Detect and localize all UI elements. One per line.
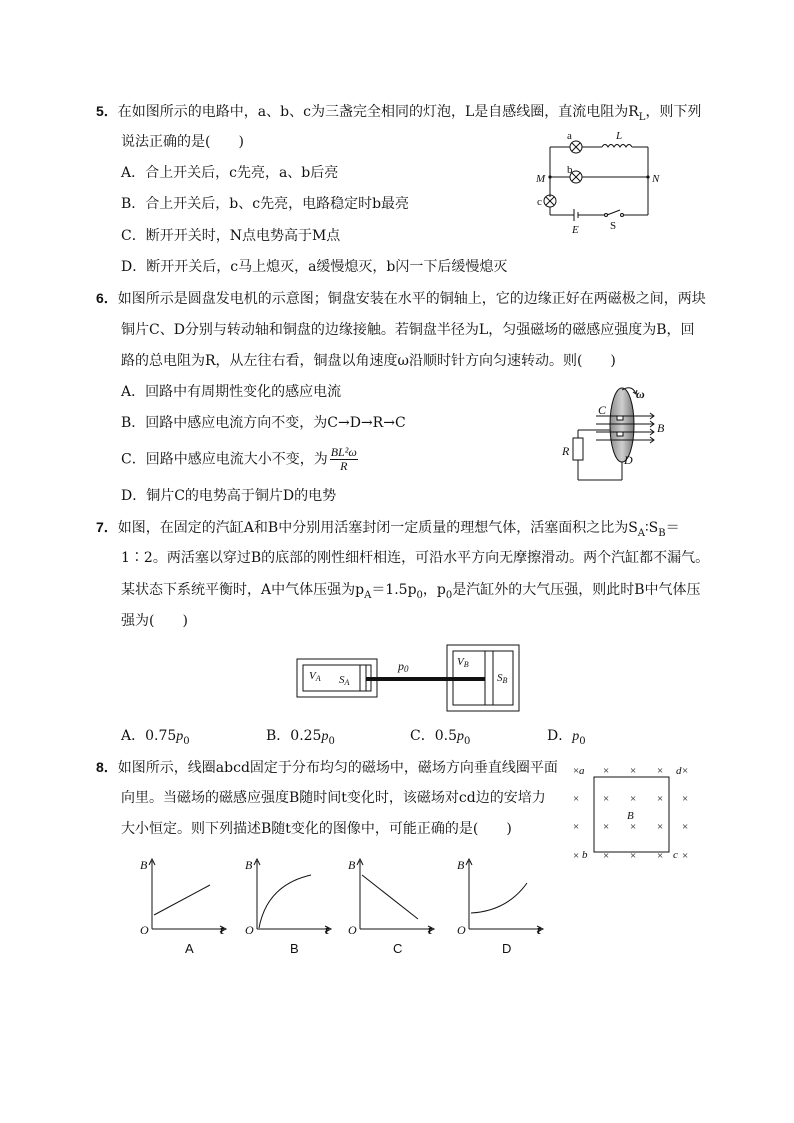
q8-graph-label-c: C bbox=[393, 941, 403, 956]
origin-label: O bbox=[457, 923, 466, 935]
q8-graph-label-a: A bbox=[185, 941, 194, 956]
field-cross-mark: × bbox=[682, 793, 689, 805]
field-cross-mark: × bbox=[603, 793, 610, 805]
field-cross-mark: × bbox=[603, 821, 610, 833]
q5-option-b: B．合上开关后，b、c先亮，电路稳定时b最亮 bbox=[121, 196, 410, 212]
q6-option-b: B．回路中感应电流方向不变，为C→D→R→C bbox=[121, 415, 406, 431]
q6-line-2: 铜片C、D分别与转动轴和铜盘的边缘接触。若铜盘半径为L，匀强磁场的磁感应强度为B，回 bbox=[121, 322, 695, 338]
q6-line-1: 6．如图所示是圆盘发电机的示意图；铜盘安装在水平的铜轴上，它的边缘正好在两磁极之间，两块 bbox=[96, 290, 706, 307]
q6-label-omega: ω bbox=[636, 387, 645, 401]
q6-option-a: A．回路中有周期性变化的感应电流 bbox=[121, 384, 342, 400]
x-axis-label: t bbox=[537, 922, 541, 935]
q8-line-3: 大小恒定。则下列描述B随t变化的图像中，可能正确的是( ) bbox=[121, 821, 512, 837]
q8-label-c: c bbox=[673, 849, 678, 861]
q7-line-4: 强为( ) bbox=[121, 613, 188, 629]
q7-number: 7． bbox=[96, 519, 118, 535]
q7-label-p0: p0 bbox=[398, 659, 409, 674]
q5-label-L: L bbox=[616, 130, 623, 142]
q6-label-C: C bbox=[598, 403, 607, 417]
field-cross-mark: × bbox=[682, 821, 689, 833]
q6-option-c: C．回路中感应电流大小不变，为 $\frac{\text{BL²ω}}{R}$ bbox=[121, 445, 357, 473]
q8-line-1: 8．如图所示，线圈abcd固定于分布均匀的磁场中，磁场方向垂直线圈平面 bbox=[96, 759, 558, 776]
q7-label-SB: SB bbox=[497, 672, 508, 685]
q7-cylinder-diagram bbox=[295, 643, 525, 715]
q7-line-1: 7．如图，在固定的汽缸A和B中分别用活塞封闭一定质量的理想气体，活塞面积之比为$S_A∶S_B=$ bbox=[96, 519, 680, 539]
q5-label-M: M bbox=[536, 173, 546, 185]
q7-option-b: B．$0.25p_0$ bbox=[266, 728, 335, 747]
q7-line-2: 1∶2。两活塞以穿过B的底部的刚性细杆相连，可沿水平方向无摩擦滑动。两个汽缸都不漏气。 bbox=[121, 550, 710, 566]
x-axis-label: t bbox=[325, 922, 329, 935]
q8-graph-d bbox=[457, 855, 547, 935]
q8-label-b: b bbox=[582, 849, 588, 861]
q8-label-d: d bbox=[676, 765, 682, 777]
origin-label: O bbox=[140, 923, 149, 935]
q7-label-SA: SA bbox=[339, 674, 350, 687]
q8-number: 8． bbox=[96, 759, 118, 775]
origin-label: O bbox=[245, 923, 254, 935]
q5-label-b: b bbox=[567, 164, 573, 176]
y-axis-label: B bbox=[245, 858, 253, 872]
b-t-curve bbox=[471, 883, 527, 913]
q5-option-a: A．合上开关后，c先亮，a、b后亮 bbox=[121, 165, 339, 181]
q8-graph-label-b: B bbox=[290, 941, 299, 956]
x-axis-label: t bbox=[220, 922, 224, 935]
field-cross-mark: × bbox=[657, 765, 664, 777]
b-t-curve bbox=[154, 885, 210, 915]
field-cross-mark: × bbox=[573, 765, 580, 777]
x-axis-label: t bbox=[428, 922, 432, 935]
y-axis-label: B bbox=[348, 858, 356, 872]
field-cross-mark: × bbox=[573, 821, 580, 833]
field-cross-mark: × bbox=[657, 821, 664, 833]
q8-graph-a bbox=[140, 855, 230, 935]
b-t-curve bbox=[362, 875, 418, 919]
field-cross-mark: × bbox=[573, 850, 580, 862]
origin-label: O bbox=[348, 923, 357, 935]
b-t-curve bbox=[259, 875, 311, 928]
q7-label-VB: VB bbox=[457, 656, 469, 669]
q8-label-a: a bbox=[579, 765, 585, 777]
y-axis-label: B bbox=[457, 858, 465, 872]
field-cross-mark: × bbox=[573, 793, 580, 805]
q6-label-D: D bbox=[624, 453, 633, 467]
q7-option-c: C．$0.5p_0$ bbox=[410, 728, 471, 747]
q6-label-R: R bbox=[562, 444, 570, 458]
q6-disc-generator-diagram bbox=[556, 380, 676, 490]
field-cross-mark: × bbox=[682, 850, 689, 862]
q5-line-1: 5．在如图所示的电路中，a、b、c为三盏完全相同的灯泡，L是自感线圈，直流电阻为$R_L$，则下列 bbox=[96, 103, 702, 123]
q7-line-3: 某状态下系统平衡时，A中气体压强为$p_A=1.5p_0$，$p_0$是汽缸外的大气压强，则此时B中气体压 bbox=[121, 582, 701, 601]
q5-label-c: c bbox=[537, 196, 542, 208]
q6-line-3: 路的总电阻为R，从左往右看，铜盘以角速度ω沿顺时针方向匀速转动。则( ) bbox=[121, 353, 616, 369]
q6-label-B: B bbox=[657, 421, 665, 435]
q5-label-N: N bbox=[652, 173, 660, 185]
q5-line-2: 说法正确的是( ) bbox=[121, 134, 244, 150]
field-cross-mark: × bbox=[630, 821, 637, 833]
field-cross-mark: × bbox=[682, 765, 689, 777]
field-cross-mark: × bbox=[657, 793, 664, 805]
q6-option-d: D．铜片C的电势高于铜片D的电势 bbox=[121, 488, 337, 504]
q7-option-d: D．$p_0$ bbox=[547, 728, 586, 747]
q8-coil-diagram bbox=[565, 760, 695, 865]
q5-label-a: a bbox=[567, 130, 572, 142]
field-cross-mark: × bbox=[630, 793, 637, 805]
q8-graph-b bbox=[245, 855, 335, 935]
q5-option-d: D．断开开关后，c马上熄灭，a缓慢熄灭，b闪一下后缓慢熄灭 bbox=[121, 259, 508, 275]
q7-option-a: A．$0.75p_0$ bbox=[121, 728, 190, 747]
field-cross-mark: × bbox=[630, 850, 637, 862]
q5-label-E: E bbox=[572, 224, 579, 235]
field-cross-mark: × bbox=[657, 850, 664, 862]
field-cross-mark: × bbox=[603, 850, 610, 862]
q5-label-S: S bbox=[610, 220, 617, 232]
q8-label-B: B bbox=[627, 810, 634, 822]
q5-option-c: C．断开开关时，N点电势高于M点 bbox=[121, 228, 341, 244]
q8-graph-label-d: D bbox=[502, 941, 512, 956]
q5-circuit-diagram bbox=[530, 125, 660, 235]
q6-number: 6． bbox=[96, 290, 118, 306]
q8-line-2: 向里。当磁场的磁感应强度B随时间t变化时，该磁场对cd边的安培力 bbox=[121, 790, 546, 806]
y-axis-label: B bbox=[140, 858, 148, 872]
q5-number: 5． bbox=[96, 103, 118, 119]
field-cross-mark: × bbox=[603, 765, 610, 777]
field-cross-mark: × bbox=[630, 765, 637, 777]
q7-label-VA: VA bbox=[309, 670, 321, 683]
q6-fraction: $\frac{\text{BL²ω}}{R}$ bbox=[330, 445, 357, 473]
q8-graph-c bbox=[348, 855, 438, 935]
